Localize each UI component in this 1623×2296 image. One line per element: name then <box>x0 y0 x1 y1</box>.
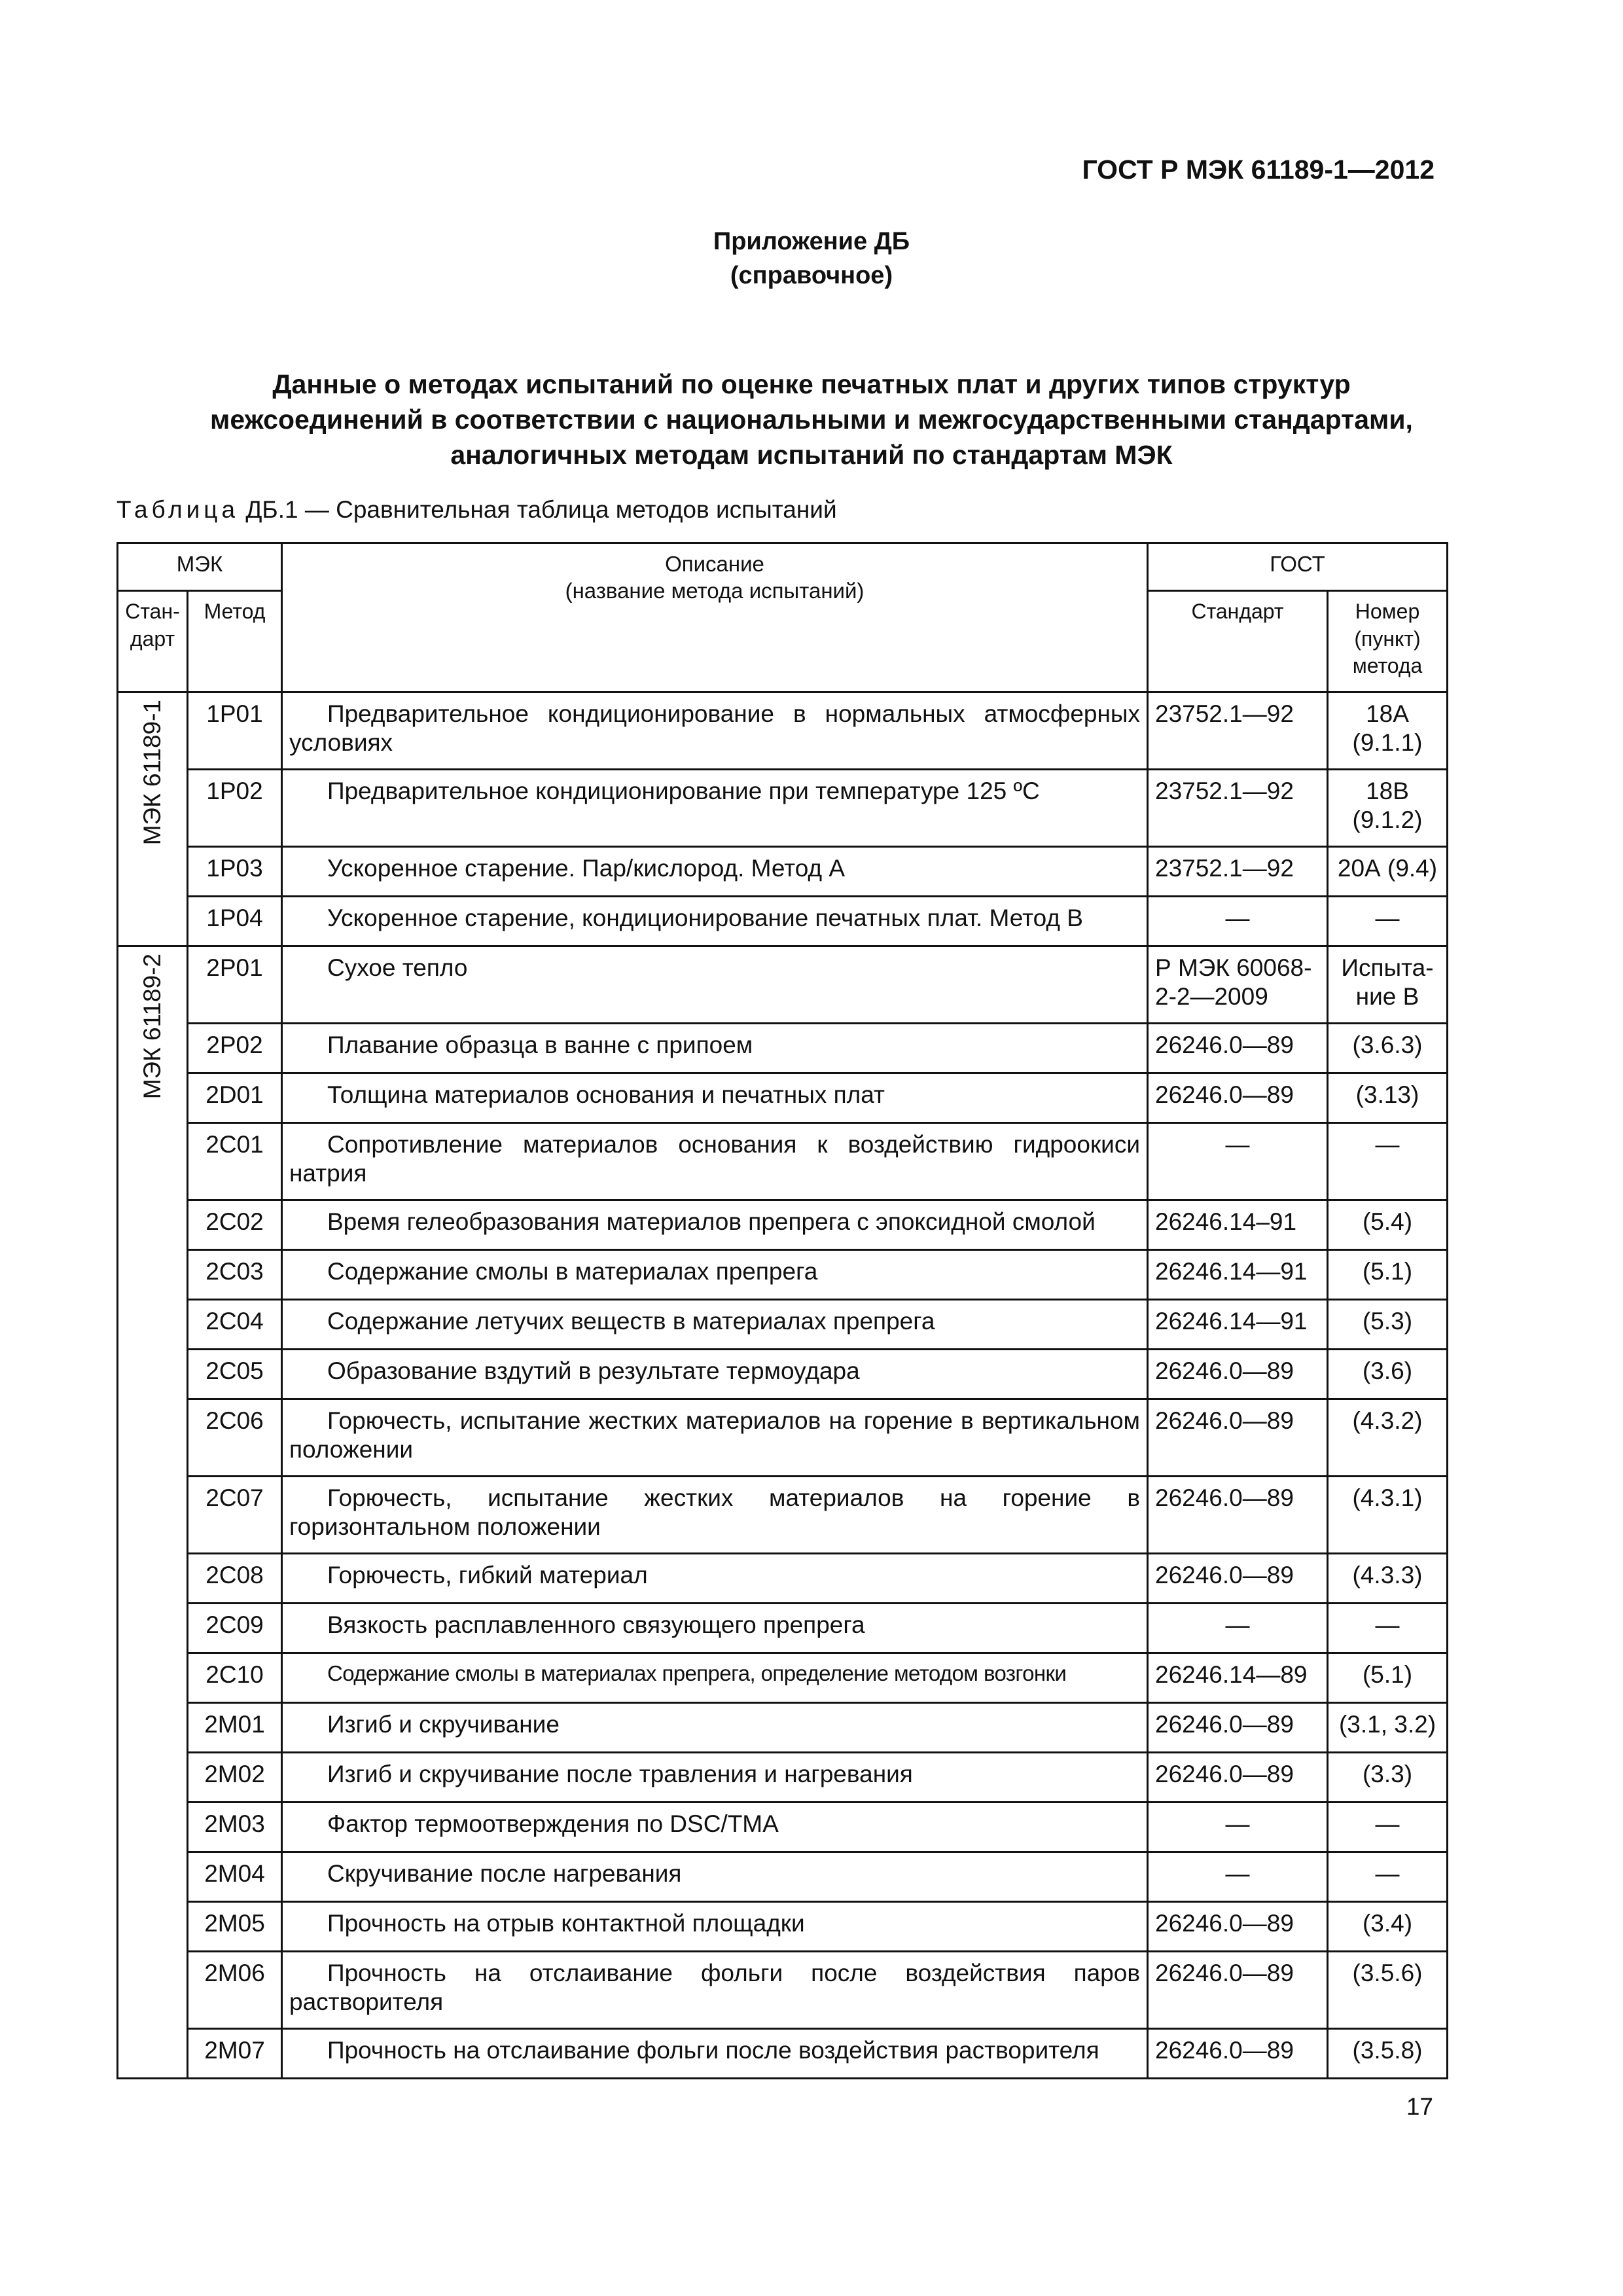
method-description <box>282 1073 1148 1123</box>
method-description <box>282 1399 1148 1477</box>
gost-standard: — <box>1148 1123 1328 1200</box>
method-number: (4.3.1) <box>1328 1477 1448 1554</box>
method-code: 2C05 <box>188 1350 282 1399</box>
main-title-line-2: межсоединений в соответствии с национальными и межгосударственными стандартами, <box>210 404 1413 435</box>
method-code: 2C04 <box>188 1300 282 1350</box>
method-code: 2C03 <box>188 1250 282 1300</box>
table-caption-text: ДБ.1 — Сравнительная таблица методов испытаний <box>239 496 837 523</box>
table-row <box>118 1073 1448 1123</box>
table-row <box>118 1250 1448 1300</box>
method-description-text: Изгиб и скручивание после травления и нагревания <box>327 1761 913 1787</box>
method-code: 2C10 <box>188 1653 282 1703</box>
method-number: (3.6.3) <box>1328 1024 1448 1073</box>
table-row <box>118 1200 1448 1250</box>
method-description-text: Горючесть, испытание жестких материалов на горение в вертикальном положении <box>289 1407 1140 1463</box>
method-description-text: Плавание образца в ванне с припоем <box>327 1031 753 1058</box>
method-number: (3.1, 3.2) <box>1328 1703 1448 1753</box>
header-method-number <box>1328 591 1448 692</box>
method-code: 1P04 <box>188 897 282 946</box>
method-code: 2D01 <box>188 1073 282 1123</box>
method-description <box>282 1300 1148 1350</box>
document-code: ГОСТ Р МЭК 61189-1—2012 <box>1082 154 1435 185</box>
header-standard-line-1: Стан- <box>125 600 180 623</box>
method-description <box>282 692 1148 770</box>
method-number: — <box>1328 1123 1448 1200</box>
table-row <box>118 692 1448 770</box>
method-number: (3.3) <box>1328 1753 1448 1803</box>
method-description <box>282 1554 1148 1604</box>
method-number: Испыта-ние В <box>1328 946 1448 1024</box>
method-description-text: Время гелеобразования материалов препрега с эпоксидной смолой <box>327 1208 1096 1235</box>
table-row <box>118 897 1448 946</box>
method-number: 20А (9.4) <box>1328 847 1448 897</box>
method-number: (5.3) <box>1328 1300 1448 1350</box>
method-number: (3.5.6) <box>1328 1952 1448 2029</box>
table-row <box>118 2029 1448 2079</box>
method-description <box>282 1123 1148 1200</box>
appendix-title: Приложение ДБ <box>713 228 910 255</box>
header-description <box>282 543 1148 692</box>
method-number: (5.1) <box>1328 1653 1448 1703</box>
header-iec: МЭК <box>118 543 282 591</box>
table-row <box>118 1300 1448 1350</box>
gost-standard: 26246.14—91 <box>1148 1300 1328 1350</box>
method-code: 2C07 <box>188 1477 282 1554</box>
table-row <box>118 1350 1448 1399</box>
table-row <box>118 1803 1448 1852</box>
main-title-line-3: аналогичных методам испытаний по стандартам МЭК <box>450 440 1173 471</box>
table-row <box>118 1703 1448 1753</box>
method-number: — <box>1328 1852 1448 1902</box>
method-description <box>282 1250 1148 1300</box>
gost-standard: — <box>1148 897 1328 946</box>
table-caption-label: Таблица <box>116 496 240 523</box>
gost-standard: — <box>1148 1604 1328 1653</box>
method-code: 1P02 <box>188 770 282 847</box>
method-code: 2M05 <box>188 1902 282 1952</box>
gost-standard: — <box>1148 1852 1328 1902</box>
table-row <box>118 1477 1448 1554</box>
method-description <box>282 1477 1148 1554</box>
method-description <box>282 897 1148 946</box>
table-row <box>118 1604 1448 1653</box>
table-row <box>118 847 1448 897</box>
method-description <box>282 1753 1148 1803</box>
method-description-text: Прочность на отслаивание фольги после воздействия паров растворителя <box>289 1960 1140 2016</box>
gost-standard: 26246.14—89 <box>1148 1653 1328 1703</box>
method-code: 2C09 <box>188 1604 282 1653</box>
method-number: — <box>1328 1604 1448 1653</box>
method-description-text: Толщина материалов основания и печатных плат <box>327 1081 885 1108</box>
method-code: 2M01 <box>188 1703 282 1753</box>
table-row <box>118 946 1448 1024</box>
method-number: (3.13) <box>1328 1073 1448 1123</box>
header-standard-column <box>118 591 188 692</box>
method-number: 18В (9.1.2) <box>1328 770 1448 847</box>
method-description-text: Фактор термоотверждения по DSC/TMA <box>327 1810 779 1837</box>
table-row <box>118 1123 1448 1200</box>
method-description <box>282 1803 1148 1852</box>
method-code: 2C08 <box>188 1554 282 1604</box>
method-description-text: Сопротивление материалов основания к воздействию гидроокиси натрия <box>289 1131 1140 1187</box>
gost-standard: 23752.1—92 <box>1148 770 1328 847</box>
header-number-line-3: метода <box>1352 654 1423 678</box>
header-description-line-1: Описание <box>665 552 764 576</box>
method-description <box>282 1653 1148 1703</box>
gost-standard: 26246.0—89 <box>1148 1350 1328 1399</box>
method-description-text: Предварительное кондиционирование при температуре 125 ºС <box>327 778 1040 804</box>
gost-standard: 26246.0—89 <box>1148 1073 1328 1123</box>
method-code: 2M02 <box>188 1753 282 1803</box>
method-description <box>282 2029 1148 2079</box>
method-description-text: Прочность на отслаивание фольги после воздействия растворителя <box>327 2037 1099 2064</box>
method-description-text: Сухое тепло <box>327 954 468 981</box>
method-code: 2M04 <box>188 1852 282 1902</box>
method-code: 2P02 <box>188 1024 282 1073</box>
method-description-text: Содержание смолы в материалах препрега <box>327 1258 818 1285</box>
method-code: 2M03 <box>188 1803 282 1852</box>
method-code: 1P03 <box>188 847 282 897</box>
method-number: (3.5.8) <box>1328 2029 1448 2079</box>
appendix-heading <box>0 225 1623 293</box>
method-description <box>282 1604 1148 1653</box>
group-standard-label: МЭК 61189-1 <box>138 700 166 846</box>
method-description <box>282 1350 1148 1399</box>
gost-standard: 26246.0—89 <box>1148 1753 1328 1803</box>
table-row <box>118 1399 1448 1477</box>
method-description <box>282 1703 1148 1753</box>
table-row <box>118 1852 1448 1902</box>
header-gost-standard: Стандарт <box>1148 591 1328 692</box>
method-code: 2C01 <box>188 1123 282 1200</box>
method-number: (5.4) <box>1328 1200 1448 1250</box>
method-description-text: Скручивание после нагревания <box>327 1860 682 1887</box>
method-code: 2M06 <box>188 1952 282 2029</box>
method-code: 1P01 <box>188 692 282 770</box>
method-description-text: Содержание смолы в материалах препрега, определение методом возгонки <box>327 1661 1067 1685</box>
method-number: (5.1) <box>1328 1250 1448 1300</box>
method-description-text: Ускоренное старение. Пар/кислород. Метод А <box>327 855 846 882</box>
table-row <box>118 1753 1448 1803</box>
gost-standard: 26246.0—89 <box>1148 1952 1328 2029</box>
table-body <box>118 692 1448 2079</box>
gost-standard: 26246.0—89 <box>1148 1703 1328 1753</box>
method-description-text: Горючесть, гибкий материал <box>327 1562 648 1588</box>
gost-standard: 26246.0—89 <box>1148 2029 1328 2079</box>
gost-standard: 26246.0—89 <box>1148 1024 1328 1073</box>
gost-standard: 26246.0—89 <box>1148 1399 1328 1477</box>
method-description-text: Ускоренное старение, кондиционирование печатных плат. Метод В <box>327 905 1083 931</box>
main-title <box>118 367 1505 473</box>
method-description-text: Изгиб и скручивание <box>327 1711 560 1738</box>
method-number: (4.3.2) <box>1328 1399 1448 1477</box>
method-description-text: Прочность на отрыв контактной площадки <box>327 1910 805 1937</box>
method-description <box>282 1852 1148 1902</box>
method-description-text: Предварительное кондиционирование в нормальных атмосферных условиях <box>289 700 1140 757</box>
header-number-line-1: Номер <box>1355 600 1420 623</box>
table-row <box>118 1554 1448 1604</box>
table-row <box>118 1024 1448 1073</box>
method-code: 2C06 <box>188 1399 282 1477</box>
method-description-text: Образование вздутий в результате термоудара <box>327 1357 860 1384</box>
method-description <box>282 1902 1148 1952</box>
method-description <box>282 1952 1148 2029</box>
method-code: 2M07 <box>188 2029 282 2079</box>
group-standard-label: МЭК 61189-2 <box>138 954 166 1100</box>
header-number-line-2: (пункт) <box>1354 626 1421 651</box>
gost-standard: 26246.14–91 <box>1148 1200 1328 1250</box>
methods-comparison-table <box>116 542 1448 2079</box>
header-description-line-2: (название метода испытаний) <box>565 579 865 603</box>
method-number: 18А (9.1.1) <box>1328 692 1448 770</box>
method-description <box>282 770 1148 847</box>
gost-standard: 26246.0—89 <box>1148 1477 1328 1554</box>
page-number: 17 <box>1406 2093 1433 2120</box>
method-description-text: Горючесть, испытание жестких материалов на горение в горизонтальном положении <box>289 1484 1140 1541</box>
method-number: (3.6) <box>1328 1350 1448 1399</box>
main-title-line-1: Данные о методах испытаний по оценке печатных плат и других типов структур <box>272 369 1351 399</box>
table-caption <box>116 496 837 524</box>
method-description <box>282 1200 1148 1250</box>
group-standard-cell <box>118 946 188 2079</box>
gost-standard: 26246.0—89 <box>1148 1554 1328 1604</box>
method-description <box>282 1024 1148 1073</box>
method-description-text: Содержание летучих веществ в материалах препрега <box>327 1308 935 1335</box>
appendix-subtitle: (справочное) <box>730 261 893 289</box>
method-number: — <box>1328 897 1448 946</box>
table-row <box>118 1653 1448 1703</box>
gost-standard: 23752.1—92 <box>1148 692 1328 770</box>
table-row <box>118 1902 1448 1952</box>
gost-standard: 26246.14—91 <box>1148 1250 1328 1300</box>
header-method: Метод <box>188 591 282 692</box>
method-number: (3.4) <box>1328 1902 1448 1952</box>
table-row <box>118 1952 1448 2029</box>
method-description <box>282 946 1148 1024</box>
method-number: — <box>1328 1803 1448 1852</box>
method-description-text: Вязкость расплавленного связующего препрега <box>327 1611 865 1638</box>
method-description <box>282 847 1148 897</box>
method-code: 2P01 <box>188 946 282 1024</box>
gost-standard: — <box>1148 1803 1328 1852</box>
table-row <box>118 770 1448 847</box>
method-number: (4.3.3) <box>1328 1554 1448 1604</box>
gost-standard: Р МЭК 60068-2-2—2009 <box>1148 946 1328 1024</box>
method-code: 2C02 <box>188 1200 282 1250</box>
group-standard-cell <box>118 692 188 946</box>
header-standard-line-2: дарт <box>130 626 175 651</box>
header-gost: ГОСТ <box>1148 543 1448 591</box>
gost-standard: 23752.1—92 <box>1148 847 1328 897</box>
gost-standard: 26246.0—89 <box>1148 1902 1328 1952</box>
